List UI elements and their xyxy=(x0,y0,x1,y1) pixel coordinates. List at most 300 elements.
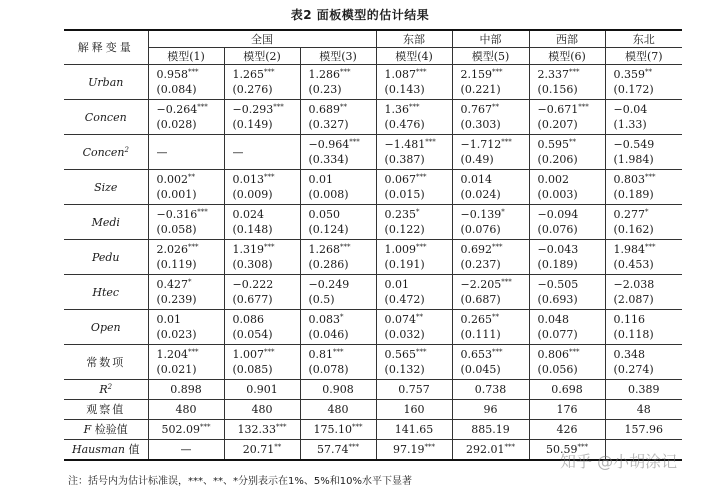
standard-error: (0.001) xyxy=(156,188,197,201)
estimate-cell xyxy=(452,170,529,205)
variable-superscript: 2 xyxy=(124,145,129,154)
standard-error: (0.132) xyxy=(384,363,425,376)
significance-stars: *** xyxy=(492,348,503,356)
header-row-groups xyxy=(64,30,682,48)
stat-value: 0.898 xyxy=(170,383,202,396)
estimate-cell xyxy=(224,275,300,310)
standard-error: (0.078) xyxy=(308,363,349,376)
estimate-cell xyxy=(300,240,376,275)
variable-cjk: 检验值 xyxy=(91,423,128,436)
stat-cell xyxy=(452,420,529,440)
variable-cjk: 值 xyxy=(124,443,140,456)
significance-stars: *** xyxy=(645,173,656,181)
coefficient: 0.803 xyxy=(613,173,646,186)
table-title: 表2 面板模型的估计结果 xyxy=(290,8,430,22)
stat-cell xyxy=(529,380,605,400)
significance-stars: *** xyxy=(188,243,199,251)
coefficient: 0.767 xyxy=(460,103,493,116)
coefficient: 0.348 xyxy=(613,348,646,361)
coefficient: 0.014 xyxy=(460,173,493,186)
coefficient: −0.249 xyxy=(308,278,350,291)
variable-name xyxy=(64,240,148,275)
stat-value: 50.59 xyxy=(546,443,578,456)
variable-name xyxy=(64,345,148,380)
estimate-cell xyxy=(224,65,300,100)
variable-name xyxy=(64,205,148,240)
coefficient: −0.549 xyxy=(613,138,655,151)
standard-error: (0.015) xyxy=(384,188,425,201)
estimate-cell xyxy=(148,135,224,170)
significance-stars: *** xyxy=(349,138,360,146)
standard-error: (0.387) xyxy=(384,153,425,166)
significance-stars: * xyxy=(188,278,192,286)
standard-error: (0.077) xyxy=(537,328,578,341)
standard-error: (0.677) xyxy=(232,293,273,306)
coefficient: −0.094 xyxy=(537,208,579,221)
estimate-cell xyxy=(224,345,300,380)
coefficient: −0.505 xyxy=(537,278,579,291)
significance-stars: *** xyxy=(352,423,363,431)
variable-label: Concen xyxy=(82,145,125,159)
estimate-cell xyxy=(529,135,605,170)
estimate-cell xyxy=(224,240,300,275)
stat-cell xyxy=(452,400,529,420)
coefficient: 0.024 xyxy=(232,208,264,221)
model-header: 模型(1) xyxy=(148,48,224,65)
estimate-cell xyxy=(529,345,605,380)
standard-error: (0.274) xyxy=(613,363,654,376)
variable-label: Pedu xyxy=(91,250,120,264)
estimate-cell xyxy=(148,275,224,310)
standard-error: (0.472) xyxy=(384,293,425,306)
stat-cell xyxy=(376,420,452,440)
standard-error: (0.189) xyxy=(537,258,578,271)
variable-superscript: 2 xyxy=(107,383,113,391)
standard-error: (0.111) xyxy=(460,328,501,341)
table-row xyxy=(64,345,682,380)
variable-label: Size xyxy=(94,180,118,194)
significance-stars: *** xyxy=(197,208,208,216)
standard-error: (0.693) xyxy=(537,293,578,306)
standard-error: (0.056) xyxy=(537,363,578,376)
estimate-cell xyxy=(452,135,529,170)
significance-stars: * xyxy=(416,208,420,216)
stat-value: 0.389 xyxy=(628,383,660,396)
significance-stars: * xyxy=(501,208,505,216)
stat-cell xyxy=(148,400,224,420)
standard-error: (0.276) xyxy=(232,83,273,96)
stat-cell xyxy=(529,400,605,420)
coefficient: 2.159 xyxy=(460,68,493,81)
coefficient: 1.984 xyxy=(613,243,646,256)
standard-error: (0.118) xyxy=(613,328,654,341)
estimate-cell xyxy=(148,100,224,135)
var-column-header: 解释变量 xyxy=(64,30,148,65)
estimate-cell xyxy=(148,205,224,240)
stat-cell xyxy=(300,420,376,440)
estimate-cell xyxy=(148,310,224,345)
estimate-cell xyxy=(605,345,682,380)
significance-stars: ** xyxy=(492,103,500,111)
coefficient: 0.81 xyxy=(308,348,333,361)
standard-error: (0.239) xyxy=(156,293,197,306)
coefficient: −2.205 xyxy=(460,278,502,291)
coefficient: 0.427 xyxy=(156,278,188,291)
table-row xyxy=(64,135,682,170)
model-header: 模型(5) xyxy=(452,48,529,65)
standard-error: (0.49) xyxy=(460,153,494,166)
coefficient: 1.268 xyxy=(308,243,340,256)
significance-stars: *** xyxy=(569,348,580,356)
variable-label: Open xyxy=(90,320,121,334)
standard-error: (0.076) xyxy=(537,223,578,236)
table-row xyxy=(64,310,682,345)
coefficient: 0.265 xyxy=(460,313,493,326)
estimate-cell xyxy=(529,170,605,205)
standard-error: (0.23) xyxy=(308,83,342,96)
significance-stars: *** xyxy=(188,68,199,76)
variable-name xyxy=(64,420,148,440)
significance-stars: *** xyxy=(264,348,275,356)
coefficient: 1.087 xyxy=(384,68,417,81)
standard-error: (0.143) xyxy=(384,83,425,96)
coefficient: 1.009 xyxy=(384,243,417,256)
model-header: 模型(3) xyxy=(300,48,376,65)
standard-error: (0.206) xyxy=(537,153,578,166)
coefficient: 1.286 xyxy=(308,68,340,81)
estimate-cell xyxy=(452,205,529,240)
standard-error: (0.003) xyxy=(537,188,578,201)
significance-stars: *** xyxy=(276,423,287,431)
estimate-cell xyxy=(529,205,605,240)
standard-error: (0.191) xyxy=(384,258,425,271)
coefficient: 0.692 xyxy=(460,243,493,256)
estimate-cell xyxy=(605,275,682,310)
significance-stars: *** xyxy=(416,173,427,181)
standard-error: (0.008) xyxy=(308,188,349,201)
stat-value: 157.96 xyxy=(624,423,664,436)
coefficient: 0.235 xyxy=(384,208,417,221)
group-header: 东部 xyxy=(376,30,452,48)
stat-cell xyxy=(224,380,300,400)
coefficient: −1.712 xyxy=(460,138,502,151)
stat-value: 97.19 xyxy=(393,443,425,456)
standard-error: (0.237) xyxy=(460,258,501,271)
significance-stars: ** xyxy=(274,443,282,451)
significance-stars: *** xyxy=(409,103,420,111)
estimate-cell xyxy=(376,65,452,100)
significance-stars: * xyxy=(340,313,344,321)
coefficient: 0.653 xyxy=(460,348,493,361)
standard-error: (2.087) xyxy=(613,293,654,306)
estimate-cell xyxy=(605,65,682,100)
estimate-cell xyxy=(148,170,224,205)
estimate-cell xyxy=(300,310,376,345)
stat-value: 0.698 xyxy=(551,383,583,396)
stat-cell xyxy=(376,380,452,400)
model-header: 模型(4) xyxy=(376,48,452,65)
estimate-cell xyxy=(300,135,376,170)
stat-cell xyxy=(300,380,376,400)
estimate-cell xyxy=(605,135,682,170)
estimate-cell xyxy=(529,65,605,100)
group-header: 全国 xyxy=(148,30,376,48)
standard-error: (0.308) xyxy=(232,258,273,271)
standard-error: (0.286) xyxy=(308,258,349,271)
coefficient: 0.086 xyxy=(232,313,264,326)
coefficient: −1.481 xyxy=(384,138,426,151)
variable-label xyxy=(84,423,128,436)
coefficient: — xyxy=(232,145,244,159)
model-header: 模型(7) xyxy=(605,48,682,65)
coefficient: 0.116 xyxy=(613,313,646,326)
estimate-cell xyxy=(300,205,376,240)
coefficient: 0.595 xyxy=(537,138,570,151)
significance-stars: *** xyxy=(504,443,516,451)
variable-name xyxy=(64,275,148,310)
variable-label: Medi xyxy=(91,215,120,229)
estimate-cell xyxy=(376,310,452,345)
standard-error: (0.148) xyxy=(232,223,273,236)
standard-error: (0.334) xyxy=(308,153,349,166)
significance-stars: *** xyxy=(188,348,199,356)
significance-stars: *** xyxy=(333,348,344,356)
standard-error: (0.221) xyxy=(460,83,501,96)
stat-value: 0.901 xyxy=(246,383,278,396)
standard-error: (1.33) xyxy=(613,118,647,131)
standard-error: (0.045) xyxy=(460,363,501,376)
coefficient: 1.007 xyxy=(232,348,264,361)
estimate-cell xyxy=(452,310,529,345)
standard-error: (0.453) xyxy=(613,258,654,271)
significance-stars: *** xyxy=(578,103,589,111)
coefficient: 0.074 xyxy=(384,313,417,326)
estimate-cell xyxy=(376,170,452,205)
standard-error: (0.189) xyxy=(613,188,654,201)
significance-stars: *** xyxy=(425,138,436,146)
variable-name xyxy=(64,440,148,461)
significance-stars: *** xyxy=(569,68,580,76)
estimate-cell xyxy=(148,240,224,275)
coefficient: 0.083 xyxy=(308,313,340,326)
coefficient: 0.002 xyxy=(537,173,570,186)
significance-stars: *** xyxy=(273,103,284,111)
stat-row xyxy=(64,400,682,420)
variable-label: Urban xyxy=(88,75,124,89)
significance-stars: *** xyxy=(340,243,351,251)
stat-value: 176 xyxy=(556,403,578,416)
standard-error: (0.009) xyxy=(232,188,273,201)
variable-latin: F xyxy=(83,423,92,436)
significance-stars: *** xyxy=(416,243,427,251)
standard-error: (1.984) xyxy=(613,153,654,166)
estimate-cell xyxy=(452,345,529,380)
significance-stars: *** xyxy=(424,443,436,451)
standard-error: (0.476) xyxy=(384,118,425,131)
coefficient: 2.026 xyxy=(156,243,188,256)
variable-name xyxy=(64,65,148,100)
stat-value: 57.74 xyxy=(317,443,349,456)
estimate-cell xyxy=(529,310,605,345)
variable-label: Concen xyxy=(84,110,127,124)
significance-stars: *** xyxy=(264,243,275,251)
estimate-cell xyxy=(224,205,300,240)
significance-stars: *** xyxy=(416,68,427,76)
estimate-cell xyxy=(300,275,376,310)
stat-value: 480 xyxy=(251,403,273,416)
stat-cell xyxy=(224,440,300,461)
standard-error: (0.076) xyxy=(460,223,501,236)
coefficient: 1.204 xyxy=(156,348,188,361)
significance-stars: ** xyxy=(416,313,424,321)
table-row xyxy=(64,275,682,310)
significance-stars: ** xyxy=(645,68,653,76)
stat-cell xyxy=(376,440,452,461)
stat-cell xyxy=(148,440,224,461)
stat-cell xyxy=(224,400,300,420)
significance-stars: ** xyxy=(340,103,347,111)
stat-value: 132.33 xyxy=(237,423,276,436)
variable-name xyxy=(64,100,148,135)
stat-cell xyxy=(605,420,682,440)
coefficient: −0.043 xyxy=(537,243,579,256)
group-header: 中部 xyxy=(452,30,529,48)
significance-stars: *** xyxy=(200,423,211,431)
standard-error: (0.023) xyxy=(156,328,197,341)
estimate-cell xyxy=(529,100,605,135)
standard-error: (0.119) xyxy=(156,258,197,271)
variable-label: R xyxy=(99,383,108,396)
estimate-cell xyxy=(376,205,452,240)
estimate-cell xyxy=(148,345,224,380)
stat-row xyxy=(64,420,682,440)
estimate-cell xyxy=(148,65,224,100)
variable-name xyxy=(64,135,148,170)
significance-stars: * xyxy=(645,208,649,216)
estimate-cell xyxy=(452,100,529,135)
variable-latin: Hausman xyxy=(72,443,125,456)
coefficient: — xyxy=(156,145,168,159)
stat-cell xyxy=(148,380,224,400)
significance-stars: *** xyxy=(577,443,589,451)
coefficient: −0.293 xyxy=(232,103,274,116)
coefficient: −2.038 xyxy=(613,278,655,291)
significance-stars: *** xyxy=(264,68,275,76)
stat-value: 20.71 xyxy=(242,443,275,456)
standard-error: (0.303) xyxy=(460,118,501,131)
estimate-cell xyxy=(529,240,605,275)
standard-error: (0.687) xyxy=(460,293,501,306)
standard-error: (0.028) xyxy=(156,118,197,131)
coefficient: −0.264 xyxy=(156,103,198,116)
significance-stars: *** xyxy=(501,138,512,146)
coefficient: −0.139 xyxy=(460,208,502,221)
stat-value: 885.19 xyxy=(471,423,510,436)
table-row xyxy=(64,205,682,240)
coefficient: 0.013 xyxy=(232,173,264,186)
coefficient: 0.806 xyxy=(537,348,570,361)
estimate-cell xyxy=(376,275,452,310)
stat-cell xyxy=(300,400,376,420)
estimate-cell xyxy=(605,170,682,205)
variable-name xyxy=(64,170,148,205)
standard-error: (0.032) xyxy=(384,328,425,341)
coefficient: 0.277 xyxy=(613,208,646,221)
table-footnote: 注：括号内为估计标准误，***、**、*分别表示在1%、5%和10%水平下显著 xyxy=(68,476,412,487)
standard-error: (0.024) xyxy=(460,188,501,201)
stat-cell xyxy=(148,420,224,440)
estimate-cell xyxy=(224,135,300,170)
significance-stars: *** xyxy=(501,278,512,286)
standard-error: (0.046) xyxy=(308,328,349,341)
stat-value: 0.738 xyxy=(474,383,507,396)
coefficient: 0.01 xyxy=(156,313,181,326)
table-row xyxy=(64,65,682,100)
stat-value: 0.908 xyxy=(322,383,354,396)
model-header: 模型(6) xyxy=(529,48,605,65)
coefficient: 0.050 xyxy=(308,208,340,221)
standard-error: (0.172) xyxy=(613,83,654,96)
variable-name xyxy=(64,380,148,400)
stat-cell xyxy=(529,420,605,440)
coefficient: −0.222 xyxy=(232,278,274,291)
coefficient: 1.319 xyxy=(232,243,264,256)
estimate-cell xyxy=(605,205,682,240)
significance-stars: *** xyxy=(264,173,275,181)
standard-error: (0.156) xyxy=(537,83,578,96)
standard-error: (0.207) xyxy=(537,118,578,131)
coefficient: 0.565 xyxy=(384,348,417,361)
significance-stars: *** xyxy=(197,103,208,111)
coefficient: 0.359 xyxy=(613,68,646,81)
coefficient: 0.048 xyxy=(537,313,570,326)
table-row xyxy=(64,170,682,205)
header-row-models xyxy=(64,48,682,65)
variable-name xyxy=(64,310,148,345)
results-table xyxy=(64,29,682,461)
stat-value: — xyxy=(180,443,192,456)
estimate-cell xyxy=(605,100,682,135)
significance-stars: ** xyxy=(569,138,577,146)
significance-stars: *** xyxy=(340,68,351,76)
coefficient: 0.689 xyxy=(308,103,340,116)
standard-error: (0.149) xyxy=(232,118,273,131)
coefficient: 1.36 xyxy=(384,103,410,116)
coefficient: 0.958 xyxy=(156,68,188,81)
stat-value: 96 xyxy=(483,403,498,416)
estimate-cell xyxy=(452,65,529,100)
variable-label: 观察值 xyxy=(86,403,126,416)
stat-row xyxy=(64,380,682,400)
significance-stars: ** xyxy=(188,173,195,181)
standard-error: (0.124) xyxy=(308,223,349,236)
stat-value: 480 xyxy=(327,403,349,416)
estimate-cell xyxy=(376,135,452,170)
estimate-cell xyxy=(300,65,376,100)
estimate-cell xyxy=(529,275,605,310)
estimate-cell xyxy=(376,345,452,380)
significance-stars: ** xyxy=(492,313,500,321)
estimate-cell xyxy=(300,345,376,380)
coefficient: −0.964 xyxy=(308,138,350,151)
coefficient: 1.265 xyxy=(232,68,264,81)
estimate-cell xyxy=(224,100,300,135)
estimate-cell xyxy=(376,240,452,275)
standard-error: (0.5) xyxy=(308,293,335,306)
stat-cell xyxy=(452,380,529,400)
variable-name xyxy=(64,400,148,420)
coefficient: 0.01 xyxy=(384,278,410,291)
